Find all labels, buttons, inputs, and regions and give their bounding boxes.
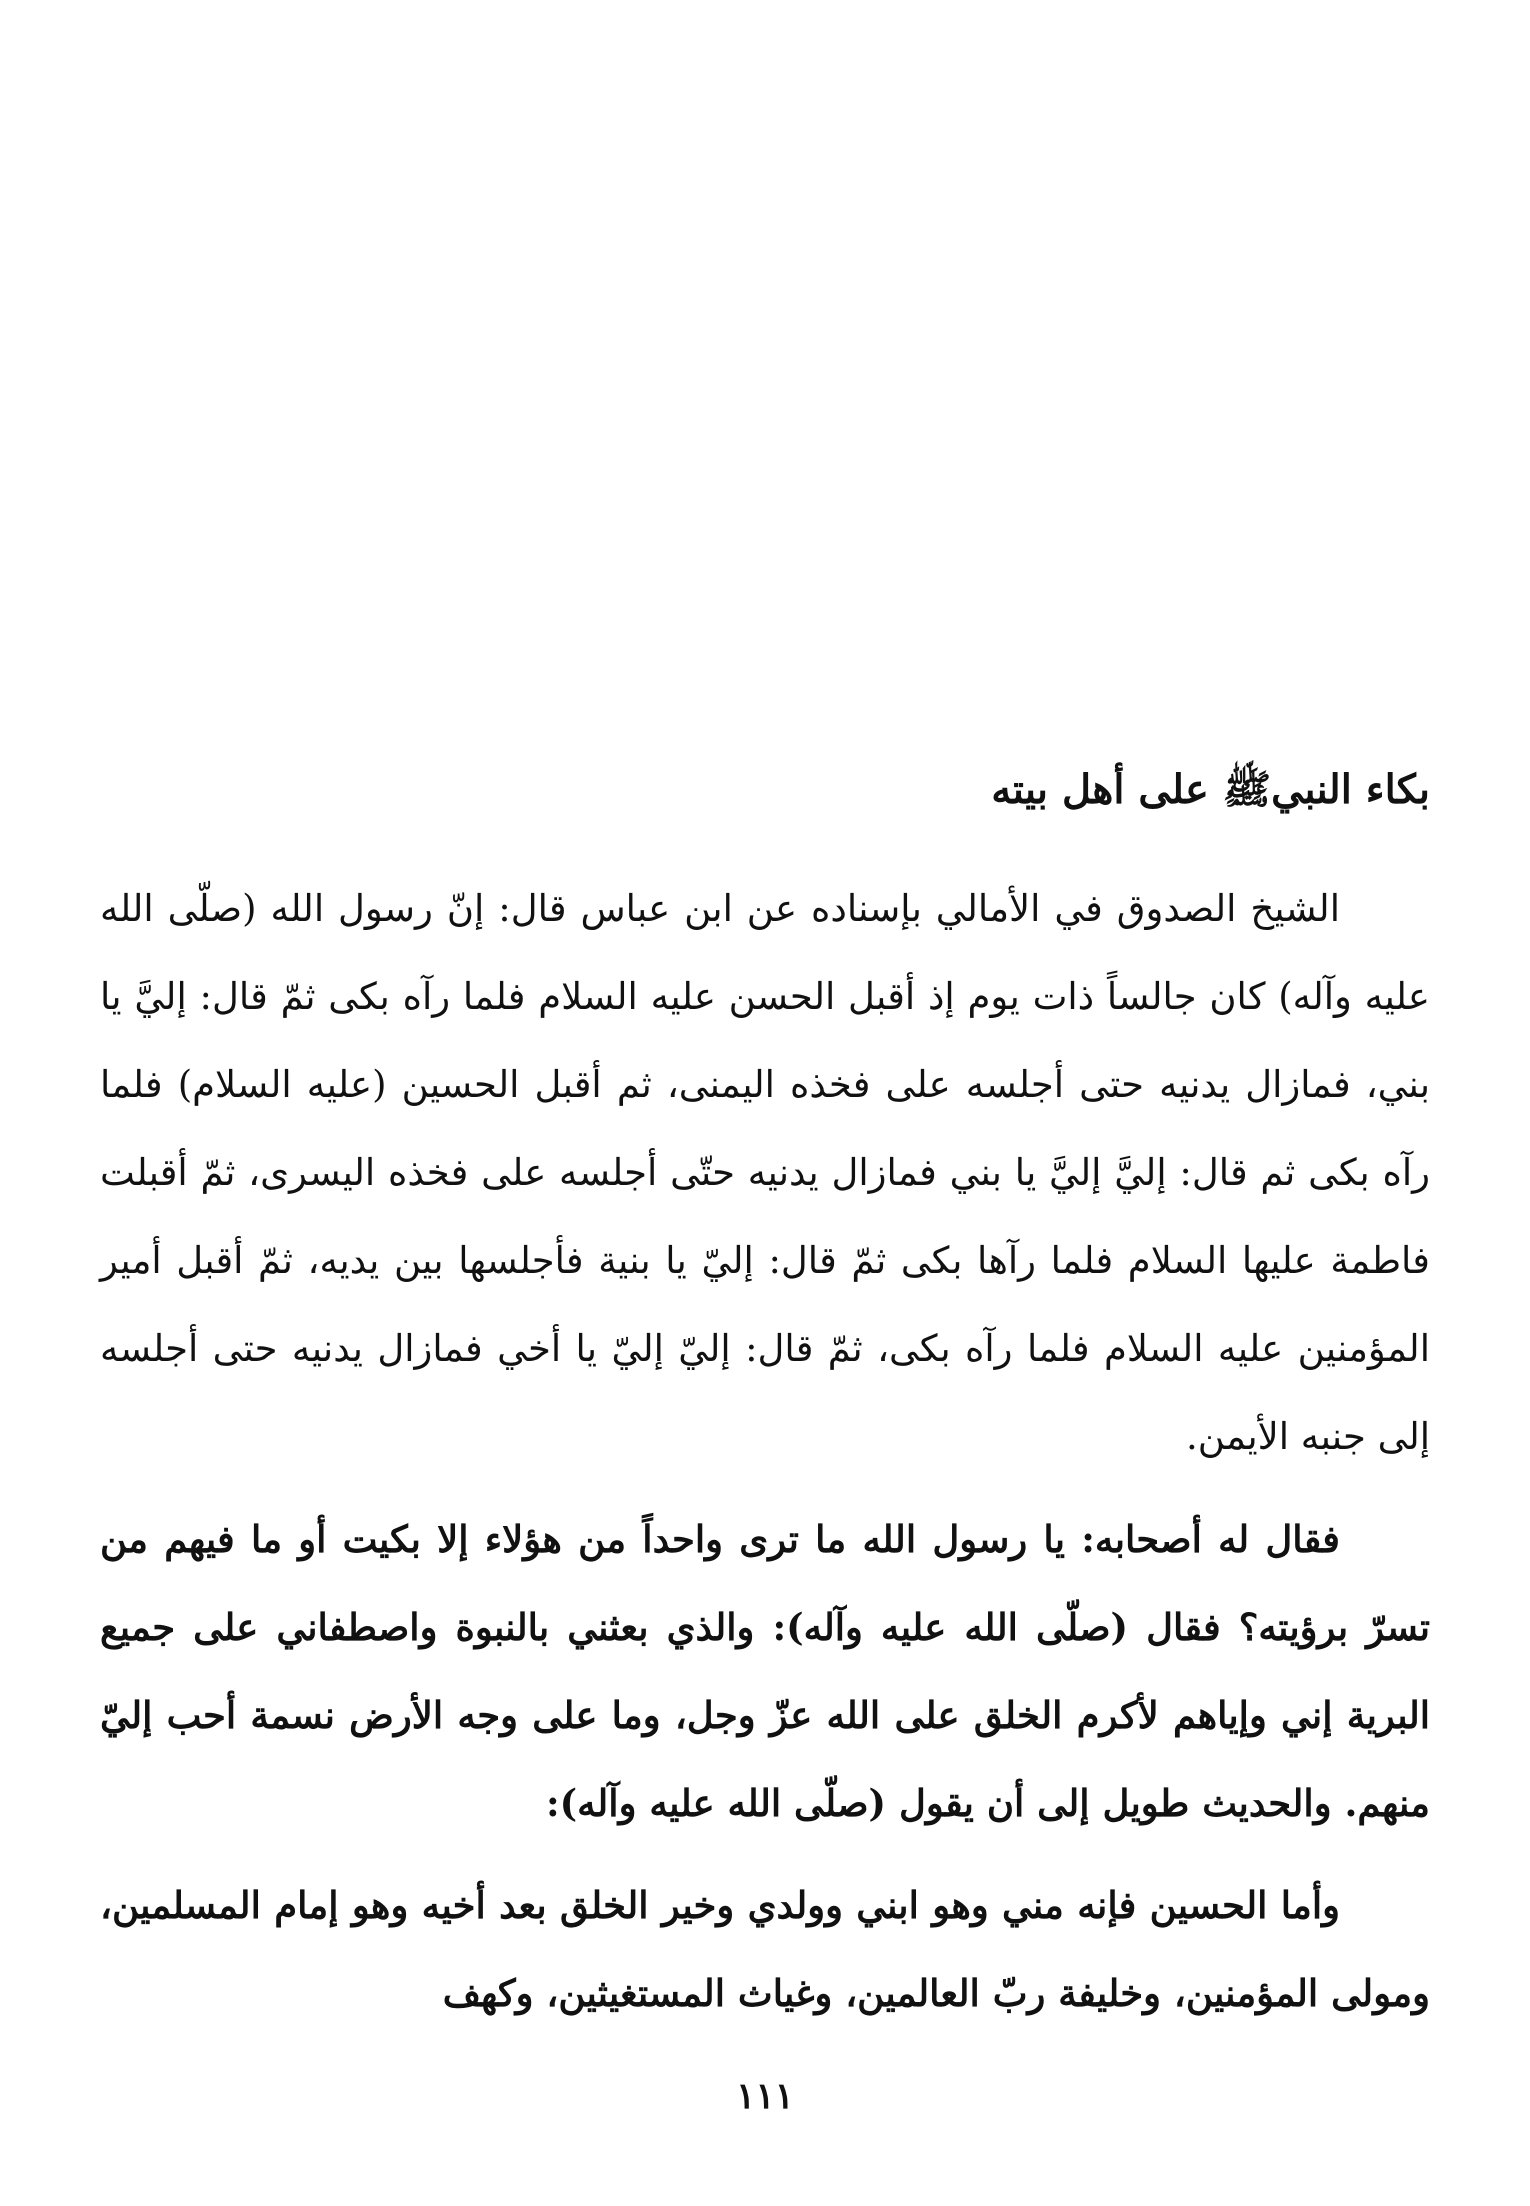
paragraph-2: فقال له أصحابه: يا رسول الله ما ترى واحداً من هؤلاء إلا بكيت أو ما فيهم من تسرّ برؤيته؟ فقال (صلّى الله عليه وآله): والذي بعثني بالنبوة واصطفاني على جميع البرية إني وإياهم لأكرم الخلق على الله عزّ وجل، وما على وجه الأرض نسمة أحب إليّ منهم. والحديث طويل إلى أن يقول (صلّى الله عليه وآله): (100, 1517, 1430, 1825)
page-number: ١١١ (735, 2075, 794, 2117)
paragraph-1: الشيخ الصدوق في الأمالي بإسناده عن ابن عباس قال: إنّ رسول الله (صلّى الله عليه وآله) كان جالساً ذات يوم إذ أقبل الحسن عليه السلام فلما رآه بكى ثمّ قال: إليَّ يا بني، فمازال يدنيه حتى أجلسه على فخذه اليمنى، ثم أقبل الحسين (عليه السلام) فلما رآه بكى ثم قال: إليَّ إليَّ يا بني فمازال يدنيه حتّى أجلسه على فخذه اليسرى، ثمّ أقبلت فاطمة عليها السلام فلما رآها بكى ثمّ قال: إليّ يا بنية فأجلسها بين يديه، ثمّ أقبل أمير المؤمنين عليه السلام فلما رآه بكى، ثمّ قال: إليّ إليّ يا أخي فمازال يدنيه حتى أجلسه إلى جنبه الأيمن. (100, 887, 1430, 1458)
body-text (100, 865, 1430, 2051)
paragraph-3: وأما الحسين فإنه مني وهو ابني وولدي وخير الخلق بعد أخيه وهو إمام المسلمين، ومولى المؤمنين، وخليفة ربّ العالمين، وغياث المستغيثين، وكهف (100, 1883, 1430, 2015)
section-heading: بكاء النبيﷺ على أهل بيته (991, 766, 1430, 813)
